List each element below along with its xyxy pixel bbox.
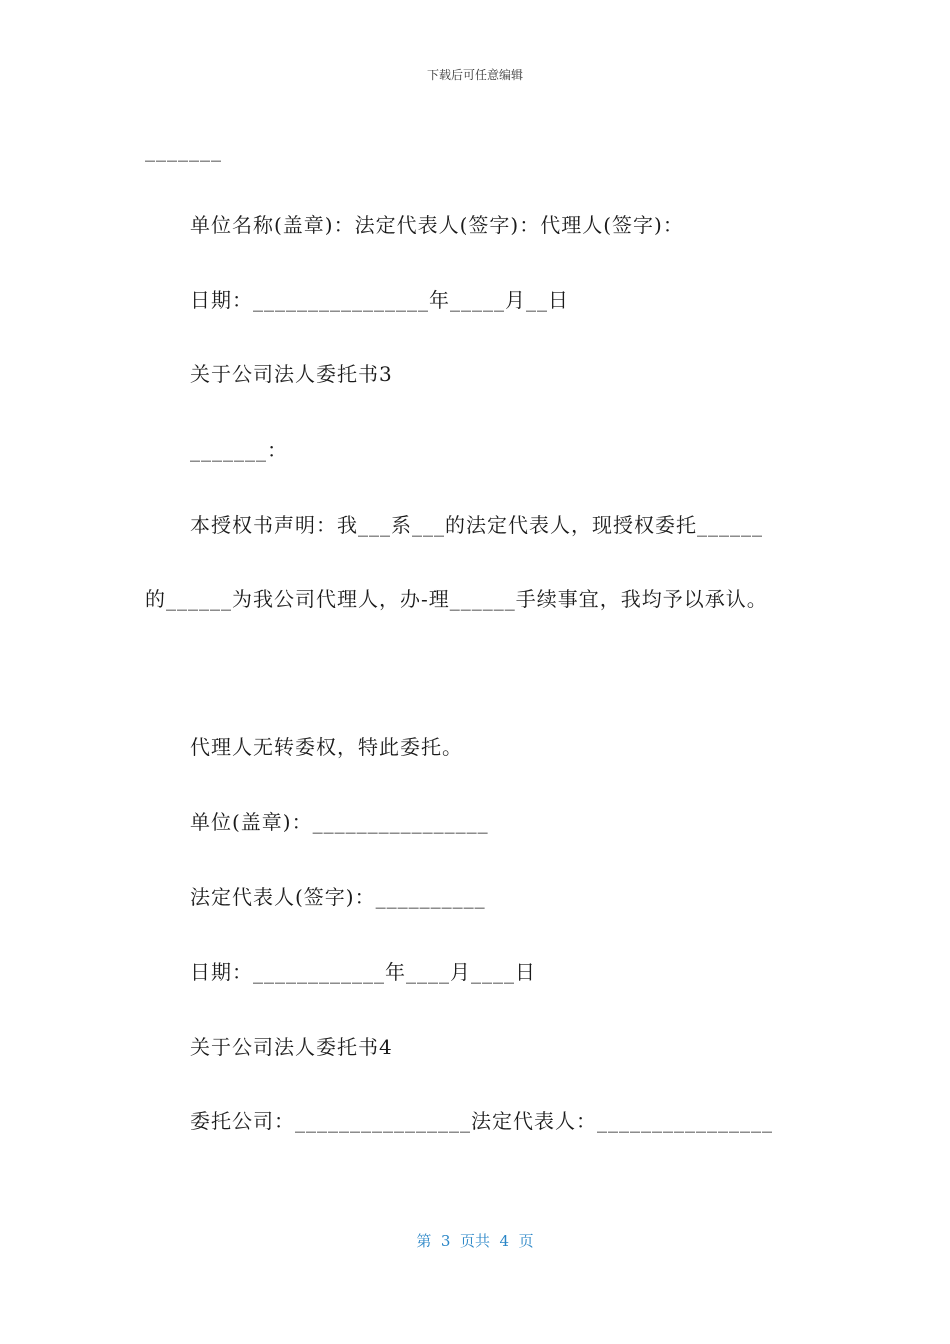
section-title-3: 关于公司法人委托书3 [190,362,393,386]
date-line: 日期：____________年____月____日 [190,960,536,984]
blank-line: _______ [145,138,222,162]
no-subdelegation-statement: 代理人无转委权，特此委托。 [190,735,463,759]
section-title-4: 关于公司法人委托书4 [190,1035,393,1059]
signature-row: 单位名称(盖章)：法定代表人(签字)：代理人(签字)： [190,213,684,237]
unit-seal-line: 单位(盖章)：________________ [190,810,489,834]
page-footer: 第 3 页共 4 页 [416,1232,534,1250]
legal-rep-signature-line: 法定代表人(签字)：__________ [190,885,486,909]
declaration-paragraph-line-1: 本授权书声明：我___系___的法定代表人，现授权委托______ [190,513,763,537]
page-header: 下载后可任意编辑 [426,68,523,82]
addressee-line: _______： [190,438,288,462]
client-company-line: 委托公司：________________法定代表人：________________ [190,1109,773,1133]
date-line: 日期：________________年_____月__日 [190,288,569,312]
declaration-paragraph-line-2: 的______为我公司代理人，办-理______手续事宜，我均予以承认。 [145,587,768,611]
